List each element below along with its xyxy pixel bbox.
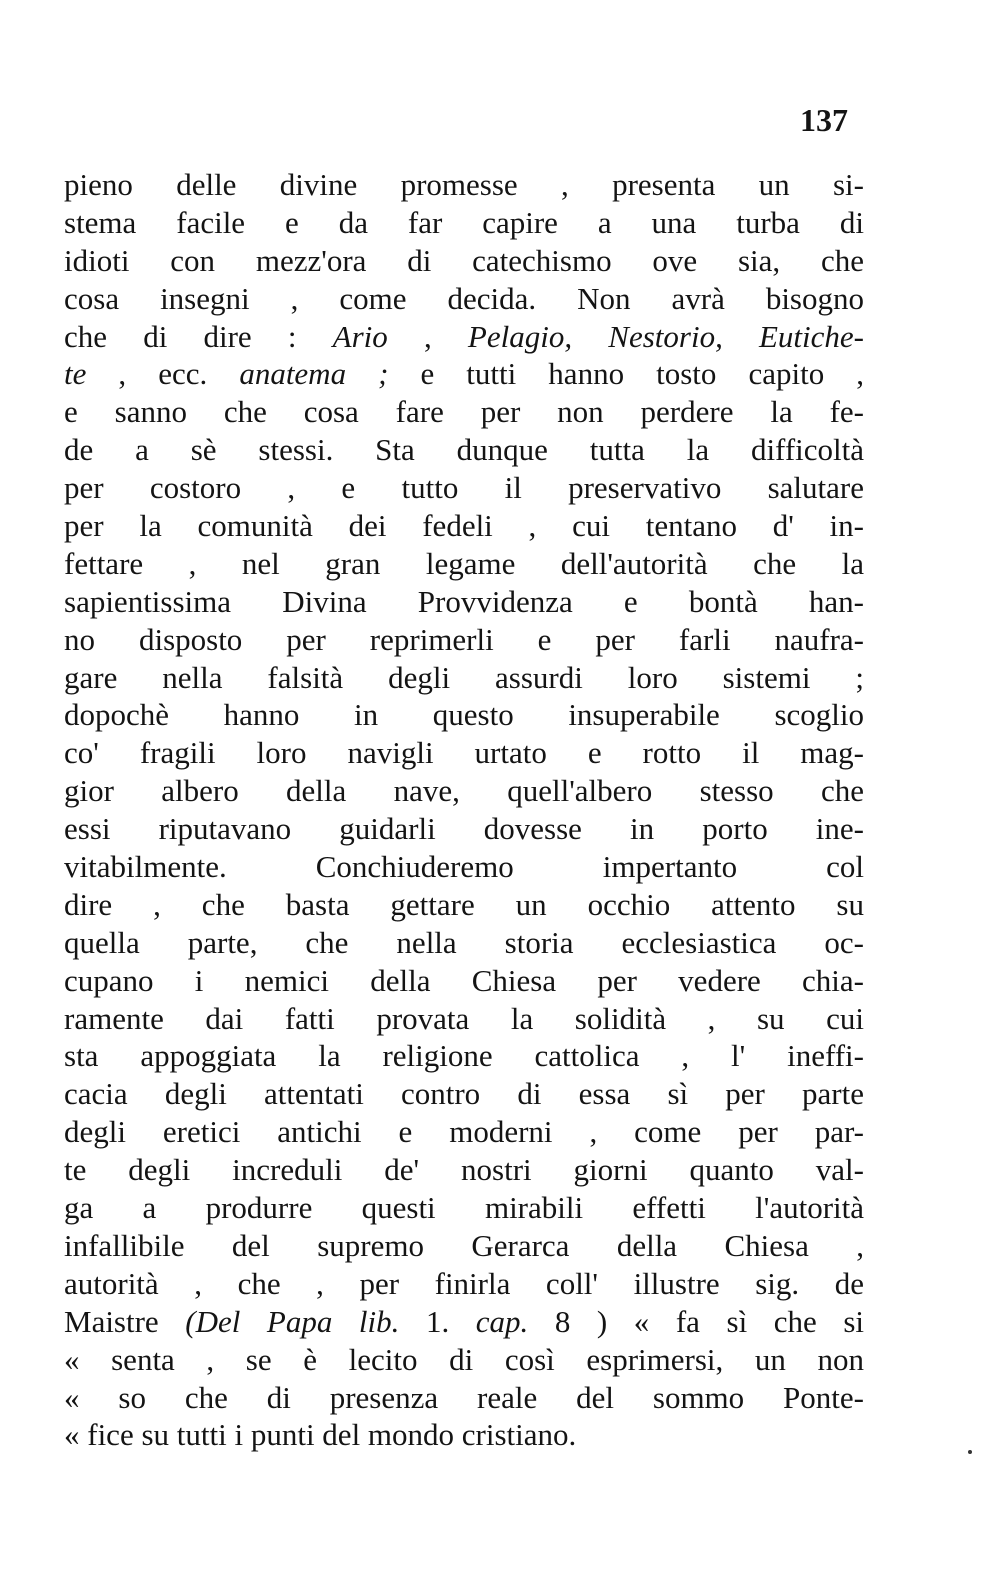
- italic-segment: (Del Papa lib.: [185, 1303, 400, 1339]
- ink-speck: [968, 1450, 972, 1454]
- text-line: [64, 1113, 864, 1151]
- text-segment: ramente dai fatti provata la solidità , su cui: [64, 1000, 864, 1036]
- text-line: [64, 431, 864, 469]
- text-segment: sta appoggiata la religione cattolica , l' ineffi-: [64, 1038, 864, 1074]
- text-segment: idioti con mezz'ora di catechismo ove sia, che: [64, 242, 864, 278]
- text-segment: e tutti hanno tosto capito ,: [388, 356, 864, 392]
- text-segment: « fice su tutti i punti del mondo cristiano.: [64, 1417, 577, 1453]
- text-line: [64, 810, 864, 848]
- text-segment: « senta , se è lecito di così esprimersi, un non: [64, 1341, 864, 1377]
- text-line: [64, 1000, 864, 1038]
- text-line: [64, 1037, 864, 1075]
- text-line: [64, 280, 864, 318]
- text-segment: per la comunità dei fedeli , cui tentano d' in-: [64, 508, 864, 544]
- text-line: [64, 1227, 864, 1265]
- text-segment: cacia degli attentati contro di essa sì per parte: [64, 1076, 864, 1112]
- text-line: [64, 166, 864, 204]
- text-line: [64, 1303, 864, 1341]
- text-line: [64, 1341, 864, 1379]
- text-line: [64, 848, 864, 886]
- text-line: [64, 621, 864, 659]
- text-segment: cosa insegni , come decida. Non avrà bisogno: [64, 280, 864, 316]
- text-segment: essi riputavano guidarli dovesse in porto ine-: [64, 811, 864, 847]
- text-line: [64, 924, 864, 962]
- text-segment: quella parte, che nella storia ecclesiastica oc-: [64, 924, 864, 960]
- text-segment: cupano i nemici della Chiesa per vedere chia-: [64, 962, 864, 998]
- text-line: [64, 318, 864, 356]
- body-text: [64, 166, 864, 1454]
- text-line: [64, 772, 864, 810]
- text-line: [64, 355, 864, 393]
- text-segment: no disposto per reprimerli e per farli naufra-: [64, 621, 864, 657]
- text-segment: per costoro , e tutto il preservativo salutare: [64, 470, 864, 506]
- text-line: [64, 1189, 864, 1227]
- text-segment: ga a produrre questi mirabili effetti l'autorità: [64, 1190, 864, 1226]
- text-line: [64, 1416, 864, 1454]
- text-segment: degli eretici antichi e moderni , come per par-: [64, 1114, 864, 1150]
- text-segment: che di dire :: [64, 318, 333, 354]
- text-line: [64, 1379, 864, 1417]
- text-line: [64, 1151, 864, 1189]
- text-line: [64, 242, 864, 280]
- text-segment: pieno delle divine promesse , presenta un si-: [64, 167, 864, 202]
- text-line: [64, 1265, 864, 1303]
- text-segment: 1.: [399, 1303, 476, 1339]
- text-segment: dire , che basta gettare un occhio attento su: [64, 886, 864, 922]
- text-segment: e sanno che cosa fare per non perdere la fe-: [64, 394, 864, 430]
- text-line: [64, 962, 864, 1000]
- text-segment: co' fragili loro navigli urtato e rotto il mag-: [64, 735, 864, 771]
- text-line: [64, 583, 864, 621]
- italic-segment: Ario: [332, 318, 388, 354]
- text-line: [64, 204, 864, 242]
- text-segment: dopochè hanno in questo insuperabile scoglio: [64, 697, 864, 733]
- text-line: [64, 1075, 864, 1113]
- text-segment: sapientissima Divina Provvidenza e bontà han-: [64, 583, 864, 619]
- text-line: [64, 659, 864, 697]
- text-segment: fettare , nel gran legame dell'autorità che la: [64, 545, 864, 581]
- text-segment: 8 ) « fa sì che si: [528, 1303, 864, 1339]
- text-segment: te degli increduli de' nostri giorni quanto val-: [64, 1152, 864, 1188]
- text-segment: gior albero della nave, quell'albero stesso che: [64, 773, 864, 809]
- text-segment: Maistre: [64, 1303, 186, 1339]
- text-segment: gare nella falsità degli assurdi loro sistemi ;: [64, 659, 864, 695]
- italic-segment: anatema ;: [239, 356, 389, 392]
- italic-segment: cap.: [475, 1303, 529, 1339]
- text-segment: vitabilmente. Conchiuderemo impertanto col: [64, 849, 864, 885]
- text-line: [64, 393, 864, 431]
- italic-segment: te: [64, 356, 87, 392]
- text-segment: autorità , che , per finirla coll' illustre sig. de: [64, 1265, 864, 1301]
- text-line: [64, 545, 864, 583]
- text-line: [64, 734, 864, 772]
- text-segment: de a sè stessi. Sta dunque tutta la difficoltà: [64, 432, 864, 468]
- text-line: [64, 696, 864, 734]
- text-segment: infallibile del supremo Gerarca della Chiesa ,: [64, 1227, 864, 1263]
- text-segment: ,: [387, 318, 468, 354]
- italic-segment: Pelagio, Nestorio, Eutiche-: [467, 318, 864, 354]
- text-segment: stema facile e da far capire a una turba di: [64, 204, 864, 240]
- text-segment: , ecc.: [86, 356, 240, 392]
- text-line: [64, 886, 864, 924]
- text-line: [64, 469, 864, 507]
- page-number: 137: [800, 102, 848, 138]
- text-segment: « so che di presenza reale del sommo Ponte-: [64, 1379, 864, 1415]
- text-line: [64, 507, 864, 545]
